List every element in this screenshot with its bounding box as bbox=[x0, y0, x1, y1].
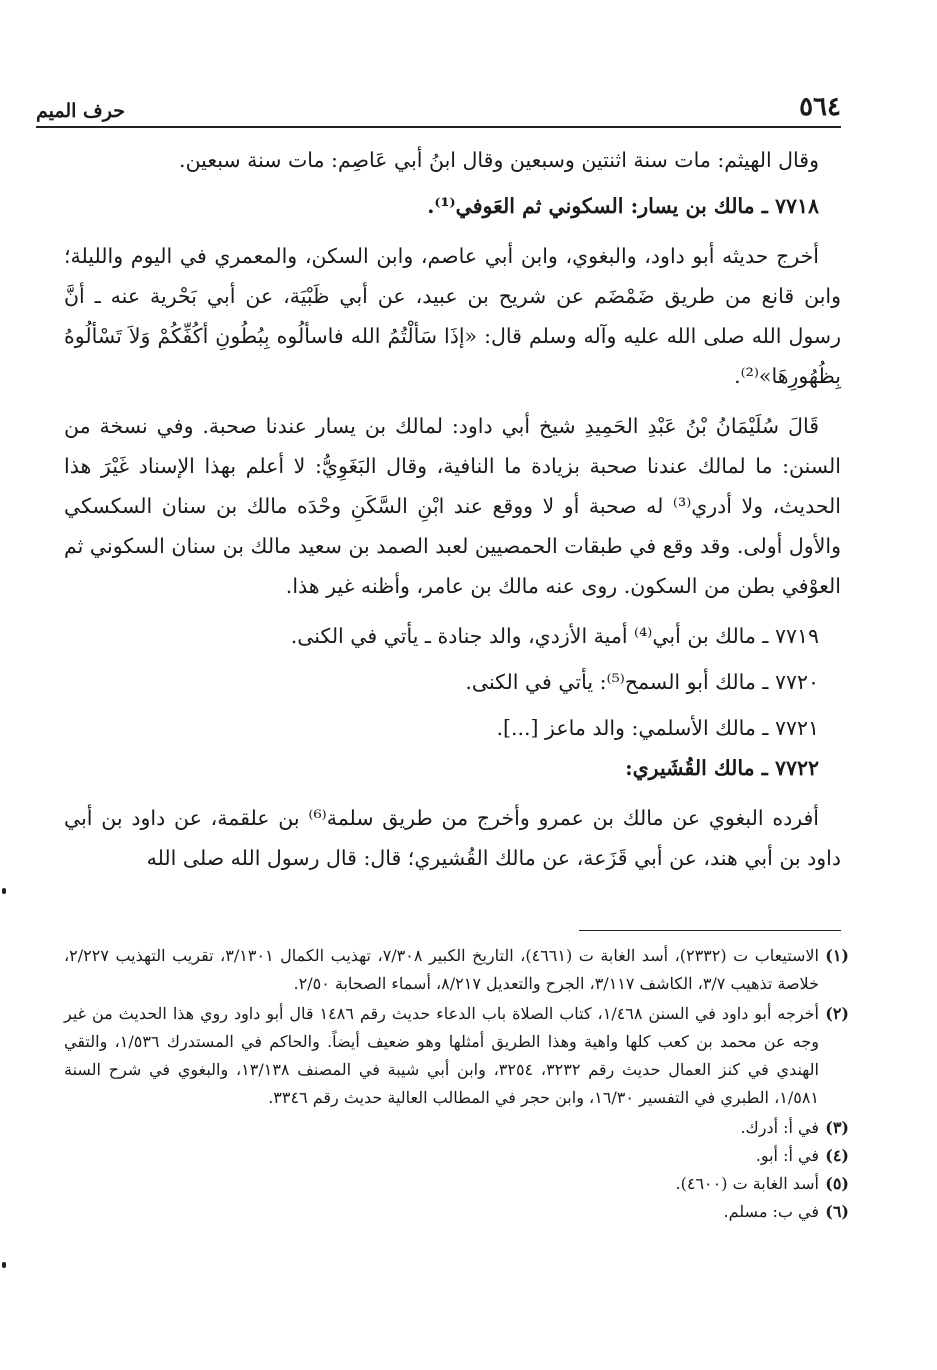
footnote bbox=[64, 942, 849, 998]
footnote-text: أخرجه أبو داود في السنن ١/٤٦٨، كتاب الصلاة باب الدعاء حديث رقم ١٤٨٦ قال أبو داود روي هذا الحديث من غير وجه عن محمد بن كعب كلها واهية وهذا الطريق أمثلها وهو ضعيف أيضاً. والحاكم في المستدرك ١/٥٣٦، والتقي الهندي في كنز العمال حديث رقم ٣٢٣٢، ٣٢٥٤، وابن أبي شيبة في المصنف ١٣/١٣٨، والبغوي في شرح السنة ١/٥٨١، الطبري في التفسير ١٦/٣٠، وابن حجر في المطالب العالية حديث رقم ٣٣٤٦. bbox=[64, 1004, 820, 1107]
page-number: ٥٦٤ bbox=[799, 92, 841, 122]
footnote-mark: (٢) bbox=[825, 1004, 849, 1023]
footnote-text: في ب: مسلم. bbox=[723, 1202, 819, 1221]
body-paragraph: قَالَ سُلَيْمَانُ بْنُ عَبْدِ الحَمِيدِ شيخ أبي داود: لمالك بن يسار عندنا صحبة. وفي نسخة من السنن: ما لمالك عندنا صحبة بزيادة ما النافية، وقال البَغَوِيُّ: لا أعلم بهذا الإسناد غَيْرَ هذا الحديث، ولا أدري⁽³⁾ له صحبة أو لا ووقع عند ابْنِ السَّكَنِ وحْدَه مالك بن سنان السكسكي والأول أولى. وقد وقع في طبقات الحمصيين لعبد الصمد بن سعيد مالك بن سنان السكوني ثم العوْفي بطن من السكون. روى عنه مالك بن عامر، وأظنه غير هذا. bbox=[64, 414, 841, 598]
footnote-mark: (٣) bbox=[825, 1118, 849, 1137]
footnote-text: في أ: أبو. bbox=[755, 1146, 819, 1165]
entry-heading-7721: ٧٧٢١ ـ مالك الأسلمي: والد ماعز [...]. bbox=[496, 716, 819, 740]
body-paragraph: أخرج حديثه أبو داود، والبغوي، وابن أبي عاصم، وابن السكن، والمعمري في اليوم والليلة؛ وابن قانع من طريق ضَمْضَم عن شريح بن عبيد، عن أبي ظَبْيَة، عن أبي بَحْرية عنه ـ أنَّ رسول الله صلى الله عليه وآله وسلم قال: «إذَا سَألْتُمُ الله فاسألُوه بِبُطُونِ أكُفِّكُمْ وَلاَ تَسْألُوهُ بِظُهُورِهَا»⁽²⁾. bbox=[64, 244, 841, 388]
entry-heading-7718: ٧٧١٨ ـ مالك بن يسار: السكوني ثم العَوفي⁽¹⁾. bbox=[427, 194, 819, 218]
entry-heading-7720: ٧٧٢٠ ـ مالك أبو السمح⁽⁵⁾: يأتي في الكنى. bbox=[465, 670, 819, 694]
footnotes bbox=[64, 942, 849, 1226]
running-head: حرف الميم bbox=[36, 100, 125, 122]
scan-speck bbox=[2, 1262, 6, 1268]
footnote-mark: (١) bbox=[825, 946, 849, 965]
footnote bbox=[64, 1170, 849, 1198]
footnote-text: في أ: أدرك. bbox=[740, 1118, 819, 1137]
scan-speck bbox=[2, 888, 6, 894]
footnote bbox=[64, 1198, 849, 1226]
footnote-mark: (٥) bbox=[825, 1174, 849, 1193]
body-paragraph: وقال الهيثم: مات سنة اثنتين وسبعين وقال ابنُ أبي عَاصِم: مات سنة سبعين. bbox=[179, 148, 819, 172]
footnote-text: الاستيعاب ت (٢٣٣٢)، أسد الغابة ت (٤٦٦١)، التاريخ الكبير ٧/٣٠٨، تهذيب الكمال ٣/١٣٠١، تقريب التهذيب ٢/٢٢٧، خلاصة تذهيب ٣/٧، الكاشف ٣/١١٧، الجرح والتعديل ٨/٢١٧، أسماء الصحابة ٢/٥٠. bbox=[64, 946, 819, 993]
footnote bbox=[64, 1000, 849, 1112]
page-header bbox=[36, 82, 841, 128]
footnote-text: أسد الغابة ت (٤٦٠٠). bbox=[675, 1174, 819, 1193]
body-paragraph: أفرده البغوي عن مالك بن عمرو وأخرج من طريق سلمة⁽⁶⁾ بن علقمة، عن داود بن أبي داود بن أبي هند، عن أبي قَزَعة، عن مالك القُشيري؛ قال: قال رسول الله صلى الله bbox=[64, 806, 841, 870]
footnote-mark: (٤) bbox=[825, 1146, 849, 1165]
footnote bbox=[64, 1142, 849, 1170]
footnote-mark: (٦) bbox=[825, 1202, 849, 1221]
main-text bbox=[64, 140, 841, 878]
footnote bbox=[64, 1114, 849, 1142]
footnote-separator bbox=[579, 930, 841, 931]
entry-heading-7719: ٧٧١٩ ـ مالك بن أبي⁽⁴⁾ أمية الأزدي، والد جنادة ـ يأتي في الكنى. bbox=[290, 624, 819, 648]
entry-heading-7722: ٧٧٢٢ ـ مالك القُشَيري: bbox=[625, 756, 819, 780]
